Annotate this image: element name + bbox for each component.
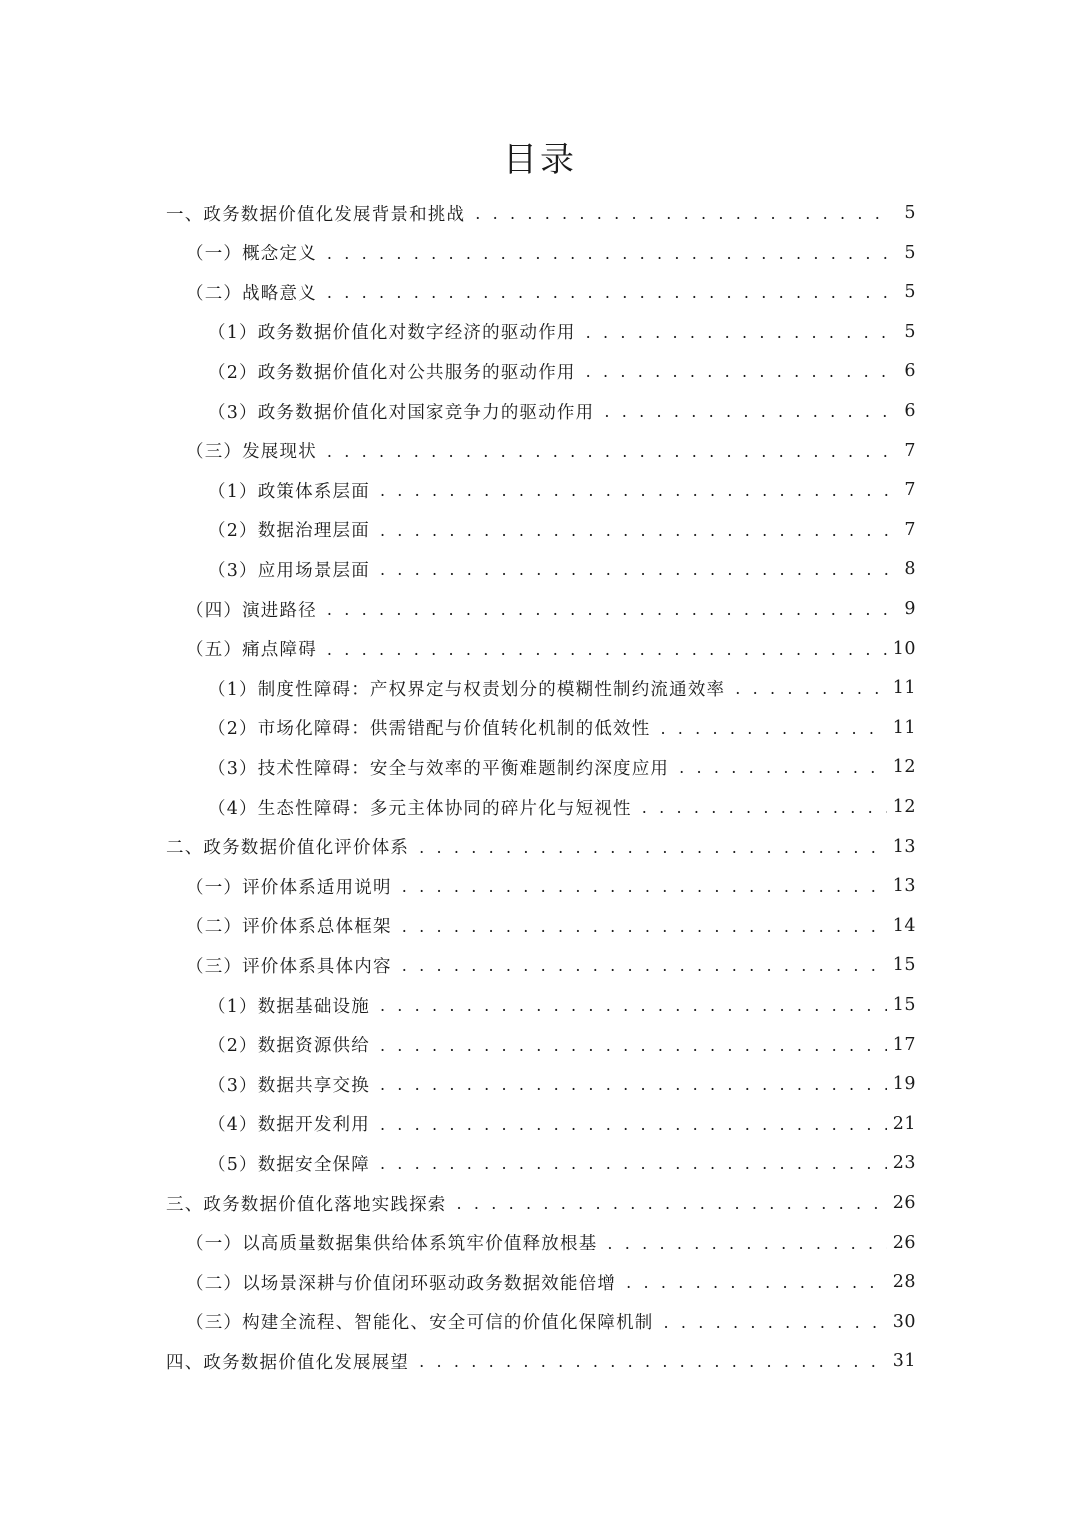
toc-leader-dots <box>380 483 888 499</box>
toc-leader-dots <box>327 642 887 658</box>
toc-entry-label: （3）政务数据价值化对国家竞争力的驱动作用 <box>208 402 595 423</box>
toc-entry[interactable] <box>208 1064 916 1104</box>
toc-leader-dots <box>327 602 888 618</box>
toc-leader-dots <box>327 444 888 460</box>
toc-leader-dots <box>327 285 888 301</box>
toc-leader-dots <box>380 1038 887 1054</box>
toc-leader-dots <box>735 681 886 697</box>
toc-entry-page: 6 <box>904 361 916 382</box>
toc-entry-page: 7 <box>904 440 916 461</box>
toc-entry-label: （三）发展现状 <box>186 442 317 463</box>
toc-entry-page: 26 <box>892 1232 916 1253</box>
toc-entry[interactable] <box>186 233 916 273</box>
toc-entry-label: （二）评价体系总体框架 <box>186 917 392 938</box>
toc-entry-page: 10 <box>892 638 916 659</box>
toc-entry[interactable] <box>186 945 916 985</box>
toc-entry-page: 6 <box>904 401 916 421</box>
toc-leader-dots <box>664 1315 887 1331</box>
toc-entry-label: （2）政务数据价值化对公共服务的驱动作用 <box>208 362 576 383</box>
toc-entry-label: （二）以场景深耕与价值闭环驱动政务数据效能倍增 <box>186 1273 617 1294</box>
toc-entry-page: 23 <box>892 1153 916 1174</box>
toc-leader-dots <box>380 1077 887 1093</box>
toc-entry[interactable] <box>208 668 916 708</box>
toc-entry-page: 5 <box>904 203 916 223</box>
toc-entry[interactable] <box>208 510 916 550</box>
toc-leader-dots <box>327 246 888 262</box>
toc-entry-page: 5 <box>904 242 916 263</box>
toc-entry[interactable] <box>208 747 916 787</box>
toc-entry-label: （3）数据共享交换 <box>208 1075 370 1096</box>
toc-entry[interactable] <box>208 391 916 431</box>
toc-entry-label: 四、政务数据价值化发展展望 <box>166 1352 410 1373</box>
toc-entry-label: （四）演进路径 <box>186 600 317 621</box>
toc-entry[interactable] <box>166 1183 916 1223</box>
toc-entry[interactable] <box>208 549 916 589</box>
toc-entry-label: （一）评价体系适用说明 <box>186 877 392 898</box>
toc-entry-label: 三、政务数据价值化落地实践探索 <box>166 1194 447 1215</box>
toc-entry-page: 31 <box>892 1351 916 1372</box>
toc-entry[interactable] <box>208 312 916 352</box>
toc-leader-dots <box>457 1196 887 1212</box>
toc-entry-page: 7 <box>904 480 916 501</box>
toc-entry[interactable] <box>208 787 916 827</box>
toc-entry-label: 二、政务数据价值化评价体系 <box>166 838 410 859</box>
toc-entry-label: （2）数据资源供给 <box>208 1036 370 1057</box>
toc-leader-dots <box>380 562 888 578</box>
toc-entry[interactable] <box>208 985 916 1025</box>
toc-leader-dots <box>626 1275 887 1291</box>
toc-leader-dots <box>679 760 887 776</box>
toc-entry-label: （3）技术性障碍：安全与效率的平衡难题制约深度应用 <box>208 758 670 779</box>
toc-entry[interactable] <box>208 1143 916 1183</box>
toc-leader-dots <box>475 206 888 222</box>
toc-entry[interactable] <box>166 193 916 233</box>
toc-leader-dots <box>380 1117 887 1133</box>
toc-entry[interactable] <box>208 708 916 748</box>
toc-entry-label: （一）概念定义 <box>186 244 317 265</box>
toc-entry-page: 13 <box>892 836 916 857</box>
toc-leader-dots <box>380 1156 887 1172</box>
toc-leader-dots <box>642 800 887 816</box>
toc-entry-label: （1）数据基础设施 <box>208 996 370 1017</box>
toc-entry-page: 14 <box>892 915 916 936</box>
toc-entry-page: 8 <box>904 559 916 580</box>
toc-entry-label: （2）市场化障碍：供需错配与价值转化机制的低效性 <box>208 719 651 740</box>
toc-entry-label: （3）应用场景层面 <box>208 560 370 581</box>
toc-entry[interactable] <box>208 470 916 510</box>
toc-entry-label: 一、政务数据价值化发展背景和挑战 <box>166 204 466 225</box>
toc-entry-label: （1）政策体系层面 <box>208 481 370 502</box>
toc-entry[interactable] <box>186 1262 916 1302</box>
toc-entry[interactable] <box>186 629 916 669</box>
toc-entry-label: （五）痛点障碍 <box>186 640 317 661</box>
toc-entry-label: （1）制度性障碍：产权界定与权责划分的模糊性制约流通效率 <box>208 679 726 700</box>
toc-entry-page: 26 <box>892 1193 916 1213</box>
toc-leader-dots <box>419 1354 887 1370</box>
toc-entry-label: （三）评价体系具体内容 <box>186 956 392 977</box>
toc-entry-label: （2）数据治理层面 <box>208 521 370 542</box>
toc-entry[interactable] <box>186 431 916 471</box>
toc-leader-dots <box>402 919 887 935</box>
toc-entry-page: 12 <box>892 797 916 817</box>
toc-entry-label: （二）战略意义 <box>186 283 317 304</box>
toc-entry-page: 30 <box>892 1311 916 1332</box>
toc-entry-page: 12 <box>892 757 916 778</box>
toc-entry-page: 11 <box>892 678 916 699</box>
toc-leader-dots <box>586 325 888 341</box>
toc-entry[interactable] <box>186 1223 916 1263</box>
toc-entry[interactable] <box>166 827 916 867</box>
toc-leader-dots <box>586 364 888 380</box>
page-title: 目录 <box>503 140 577 180</box>
toc-entry[interactable] <box>186 866 916 906</box>
toc-entry-label: （三）构建全流程、智能化、安全可信的价值化保障机制 <box>186 1313 654 1334</box>
toc-entry-page: 11 <box>892 717 916 738</box>
toc-entry-page: 9 <box>904 599 916 619</box>
toc-entry-page: 15 <box>892 955 916 976</box>
toc-entry-label: （4）生态性障碍：多元主体协同的碎片化与短视性 <box>208 798 632 819</box>
toc-entry-label: （1）政务数据价值化对数字经济的驱动作用 <box>208 323 576 344</box>
toc-entry-page: 17 <box>892 1034 916 1055</box>
toc-entry-page: 28 <box>892 1272 916 1293</box>
toc-entry[interactable] <box>208 351 916 391</box>
toc-entry-page: 21 <box>892 1113 916 1134</box>
toc-entry[interactable] <box>208 1104 916 1144</box>
toc-leader-dots <box>660 721 886 737</box>
toc-leader-dots <box>419 840 887 856</box>
toc-leader-dots <box>402 879 887 895</box>
toc-leader-dots <box>380 523 888 539</box>
toc-entry-label: （4）数据开发利用 <box>208 1115 370 1136</box>
toc-entry-label: （一）以高质量数据集供给体系筑牢价值释放根基 <box>186 1234 598 1255</box>
toc-leader-dots <box>380 998 887 1014</box>
toc-entry[interactable] <box>208 1025 916 1065</box>
toc-entry-page: 13 <box>892 876 916 897</box>
toc-entry-page: 7 <box>904 519 916 540</box>
toc-entry[interactable] <box>186 272 916 312</box>
toc-entry[interactable] <box>186 1302 916 1342</box>
toc-leader-dots <box>604 404 888 420</box>
toc-entry-page: 5 <box>904 321 916 342</box>
toc-entry-page: 5 <box>904 282 916 303</box>
toc-leader-dots <box>607 1236 886 1252</box>
toc-entry-label: （5）数据安全保障 <box>208 1154 370 1175</box>
toc-leader-dots <box>402 958 887 974</box>
toc-entry[interactable] <box>186 906 916 946</box>
toc-entry-page: 15 <box>892 995 916 1015</box>
toc-entry[interactable] <box>186 589 916 629</box>
toc-entry-page: 19 <box>892 1074 916 1095</box>
toc-entry[interactable] <box>166 1341 916 1381</box>
